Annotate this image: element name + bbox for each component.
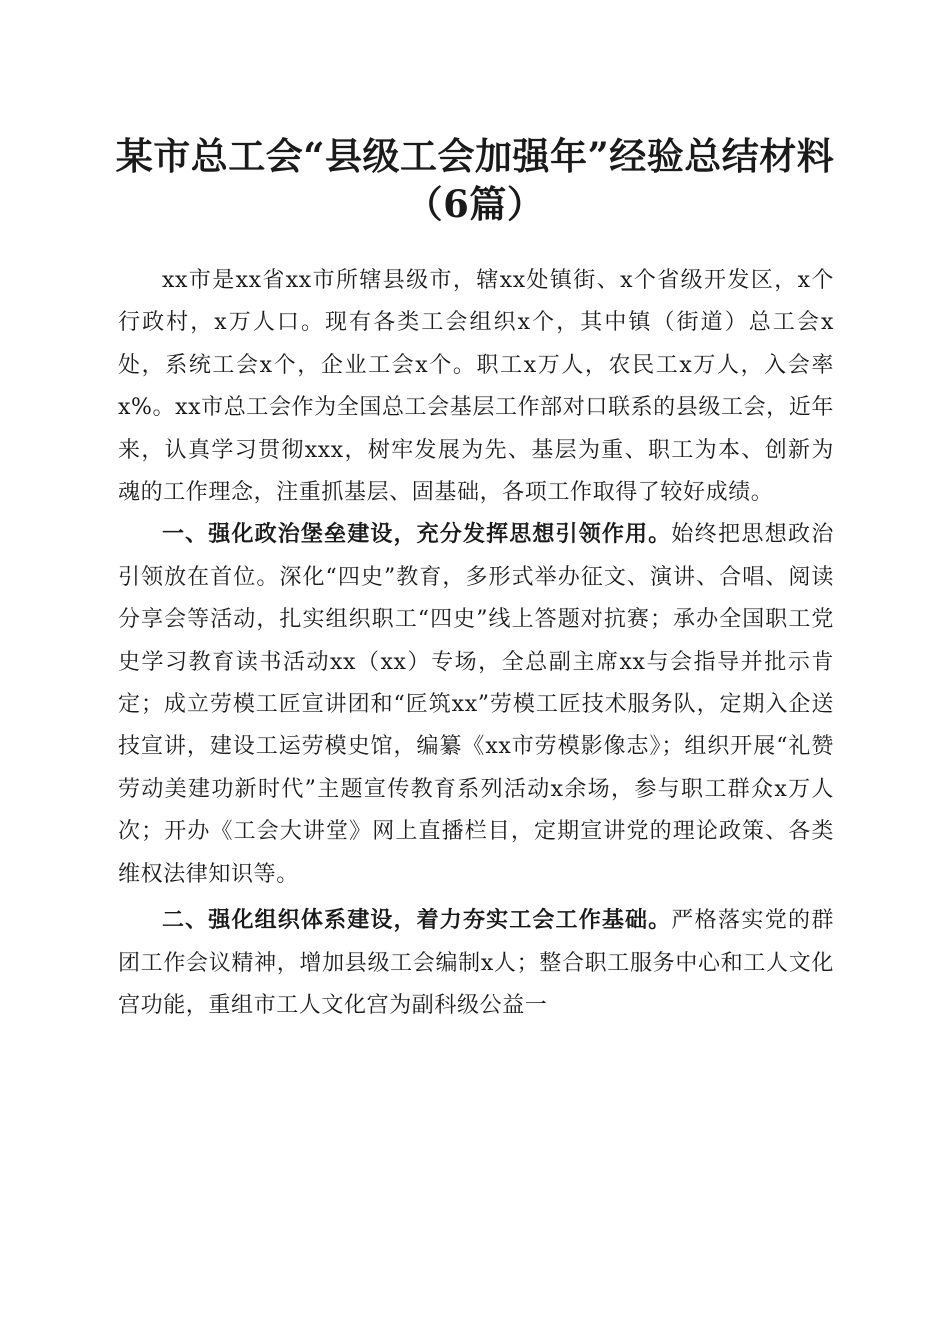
section-heading: 一、强化政治堡垒建设，充分发挥思想引领作用。 [162,522,672,548]
document-body [118,260,834,1027]
section-heading: 二、强化组织体系建设，着力夯实工会工作基础。 [162,908,672,934]
document-title [60,132,890,228]
paragraph-section-2 [118,900,834,1027]
paragraph-text: 严格落实党的群团工作会议精神，增加县级工会编制x人；整合职工服务中心和工人文化宫功能，重组市工人文化宫为副科级公益一 [118,908,834,1018]
title-line-count: （6篇） [405,182,545,226]
paragraph-section-1 [118,514,834,896]
title-line-main: 某市总工会“县级工会加强年”经验总结材料 [115,134,835,178]
paragraph-text: 始终把思想政治引领放在首位。深化“四史”教育，多形式举办征文、演讲、合唱、阅读分享会等活动，扎实组织职工“四史”线上答题对抗赛；承办全国职工党史学习教育读书活动xx（xx）专场，全总副主席xx与会指导并批示肯定；成立劳模工匠宣讲团和“匠筑xx”劳模工匠技术服务队，定期入企送技宣讲，建设工运劳模史馆，编纂《xx市劳模影像志》；组织开展“礼赞劳动美建功新时代”主题宣传教育系列活动x余场，参与职工群众x万人次；开办《工会大讲堂》网上直播栏目，定期宣讲党的理论政策、各类维权法律知识等。 [118,522,834,887]
paragraph-text: xx市是xx省xx市所辖县级市，辖xx处镇街、x个省级开发区，x个行政村，x万人口。现有各类工会组织x个，其中镇（街道）总工会x处，系统工会x个，企业工会x个。职工x万人，农民工x万人，入会率x%。xx市总工会作为全国总工会基层工作部对口联系的县级工会，近年来，认真学习贯彻xxx，树牢发展为先、基层为重、职工为本、创新为魂的工作理念，注重抓基层、固基础，各项工作取得了较好成绩。 [118,268,834,506]
paragraph-intro [118,260,834,514]
